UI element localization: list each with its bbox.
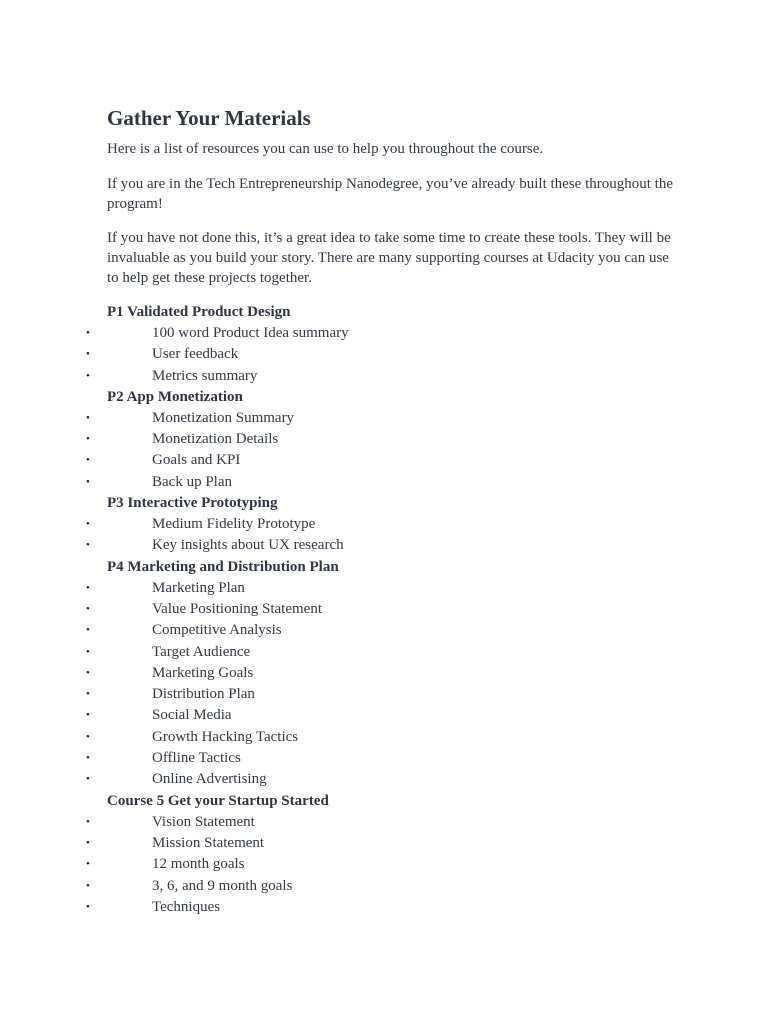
bullet-icon: • (86, 369, 90, 382)
list-item-label: Monetization Details (152, 431, 279, 448)
bullet-icon: • (86, 688, 90, 701)
list-item (0, 705, 768, 726)
list-item (0, 876, 768, 897)
list-item-label: 3, 6, and 9 month goals (152, 877, 293, 894)
bullet-list (0, 514, 768, 557)
section-heading: P1 Validated Product Design (107, 304, 291, 320)
list-item-label: Back up Plan (152, 473, 232, 490)
bullet-list (0, 408, 768, 493)
bullet-icon: • (86, 624, 90, 637)
list-item (0, 429, 768, 450)
list-item-label: Value Positioning Statement (152, 600, 322, 617)
bullet-icon: • (86, 327, 90, 339)
section-heading: P3 Interactive Prototyping (107, 495, 278, 512)
nanodegree-paragraph: If you are in the Tech Entrepreneurship Nanodegree, you’ve already built these throughout the program! (107, 176, 673, 212)
list-item (0, 535, 768, 556)
list-item-label: Social Media (152, 707, 232, 724)
bullet-icon: • (86, 836, 90, 849)
list-item (0, 578, 768, 599)
list-item (0, 769, 768, 790)
bullet-icon: • (86, 433, 90, 446)
bullet-icon: • (86, 879, 90, 892)
bullet-icon: • (86, 411, 90, 424)
list-item (0, 812, 768, 833)
section-heading: P2 App Monetization (107, 388, 243, 405)
list-item-label: Techniques (152, 898, 221, 915)
bullet-icon: • (86, 858, 90, 871)
bullet-icon: • (86, 645, 90, 658)
bullet-list (0, 578, 768, 791)
bullet-icon: • (86, 475, 90, 488)
list-item (0, 854, 768, 875)
list-item (0, 642, 768, 663)
bullet-icon: • (86, 581, 90, 594)
list-item (0, 727, 768, 748)
list-item-label: Distribution Plan (152, 686, 255, 703)
list-item (0, 684, 768, 705)
resource-sections (0, 302, 768, 918)
list-item-label: Metrics summary (152, 367, 258, 384)
list-item (0, 897, 768, 918)
bullet-icon: • (86, 773, 90, 786)
list-item-label: Competitive Analysis (152, 622, 282, 639)
list-item-label: Goals and KPI (152, 452, 241, 469)
section-heading: P4 Marketing and Distribution Plan (107, 558, 339, 575)
list-item-label: Offline Tactics (152, 750, 241, 767)
list-item-label: 100 word Product Idea summary (152, 325, 349, 341)
bullet-icon: • (86, 730, 90, 743)
bullet-icon: • (86, 666, 90, 679)
bullet-icon: • (86, 900, 90, 913)
list-item-label: Target Audience (152, 643, 251, 660)
bullet-icon: • (86, 518, 90, 531)
list-item-label: Mission Statement (152, 834, 265, 851)
list-item (0, 663, 768, 684)
list-item (0, 514, 768, 535)
list-item (0, 323, 768, 344)
list-item (0, 344, 768, 365)
list-item (0, 599, 768, 620)
bullet-list (0, 812, 768, 918)
list-item-label: Monetization Summary (152, 409, 295, 426)
list-item-label: Key insights about UX research (152, 537, 344, 554)
list-item-label: Growth Hacking Tactics (152, 728, 299, 745)
list-item-label: Medium Fidelity Prototype (152, 516, 316, 533)
bullet-icon: • (86, 709, 90, 722)
list-item (0, 833, 768, 854)
list-item (0, 472, 768, 493)
list-item-label: Online Advertising (152, 771, 267, 788)
list-item-label: Vision Statement (152, 813, 255, 830)
list-item-label: User feedback (152, 346, 239, 363)
supporting-courses-paragraph: If you have not done this, it’s a great idea to take some time to create these tools. They will be invaluable as you build your story. There are many supporting courses at Udacity you can use to help get these projects together. (107, 230, 671, 286)
list-item (0, 366, 768, 387)
list-item-label: Marketing Goals (152, 664, 254, 681)
list-item-label: 12 month goals (152, 856, 245, 873)
section-heading: Course 5 Get your Startup Started (107, 792, 329, 809)
bullet-icon: • (86, 752, 90, 765)
list-item-label: Marketing Plan (152, 579, 245, 596)
bullet-icon: • (86, 348, 90, 361)
bullet-icon: • (86, 454, 90, 467)
bullet-list (0, 323, 768, 387)
list-item (0, 748, 768, 769)
page-title: Gather Your Materials (107, 106, 311, 130)
list-item (0, 408, 768, 429)
intro-paragraph: Here is a list of resources you can use to help you throughout the course. (107, 141, 544, 157)
bullet-icon: • (86, 539, 90, 552)
list-item (0, 450, 768, 471)
bullet-icon: • (86, 602, 90, 615)
list-item (0, 620, 768, 641)
bullet-icon: • (86, 815, 90, 828)
